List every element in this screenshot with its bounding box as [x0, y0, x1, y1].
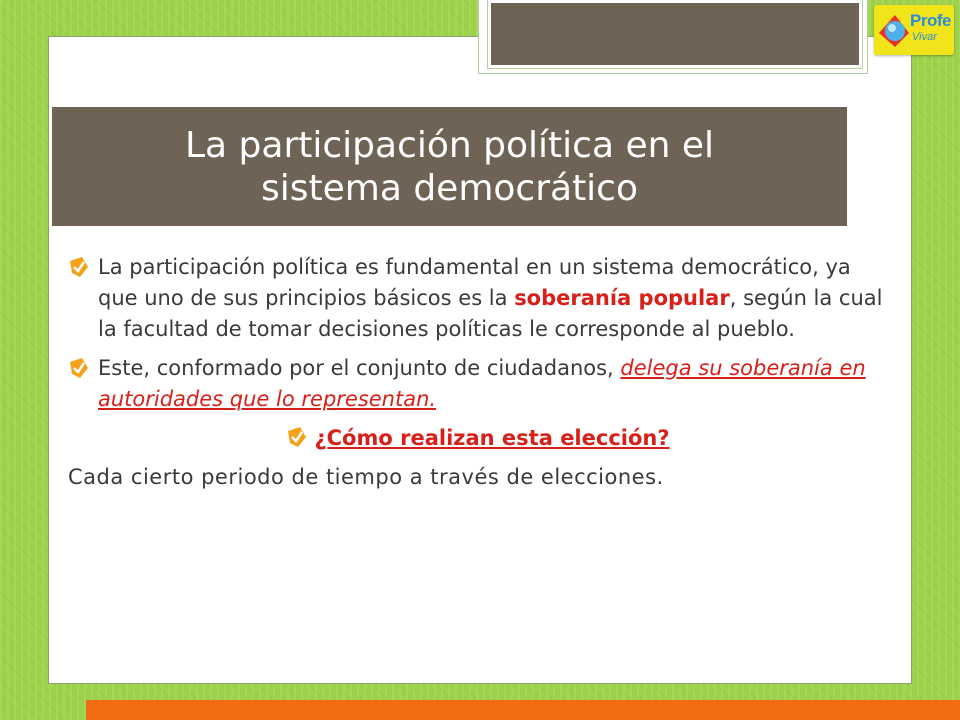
bullet-2-underlined-text: delega su soberanía en autoridades que lo representan.	[98, 356, 866, 411]
top-placeholder-box	[488, 0, 862, 68]
checkmark-bullet-icon	[286, 425, 308, 449]
question-line	[68, 423, 888, 454]
checkmark-bullet-icon	[68, 356, 90, 380]
bullet-item-2	[68, 353, 888, 415]
logo-text-profe: Profe	[910, 11, 951, 30]
bullet-1-text-a: La participación política es fundamental en un sistema democrático, ya que uno de sus principios básicos es la	[98, 255, 851, 310]
profe-vivar-logo	[874, 5, 954, 55]
bullet-item-1	[68, 252, 888, 345]
footer-accent-bar	[86, 700, 960, 720]
title-line-2: sistema democrático	[260, 168, 639, 209]
bullet-1-text-b: , según la cual la facultad de tomar decisiones políticas le corresponde al pueblo.	[98, 286, 883, 341]
slide-title	[52, 124, 847, 210]
soberania-popular-highlight: soberanía popular	[514, 286, 730, 310]
logo-text-vivar: Vivar	[912, 31, 937, 43]
title-line-1: La participación política en el	[184, 125, 715, 166]
bullet-2-text: Este, conformado por el conjunto de ciudadanos,	[98, 356, 621, 380]
checkmark-bullet-icon	[68, 255, 90, 279]
question-text: ¿Cómo realizan esta elección?	[314, 426, 670, 450]
slide-body	[68, 252, 888, 493]
answer-text: Cada cierto periodo de tiempo a través de elecciones.	[68, 465, 664, 489]
globe-icon	[877, 11, 911, 51]
